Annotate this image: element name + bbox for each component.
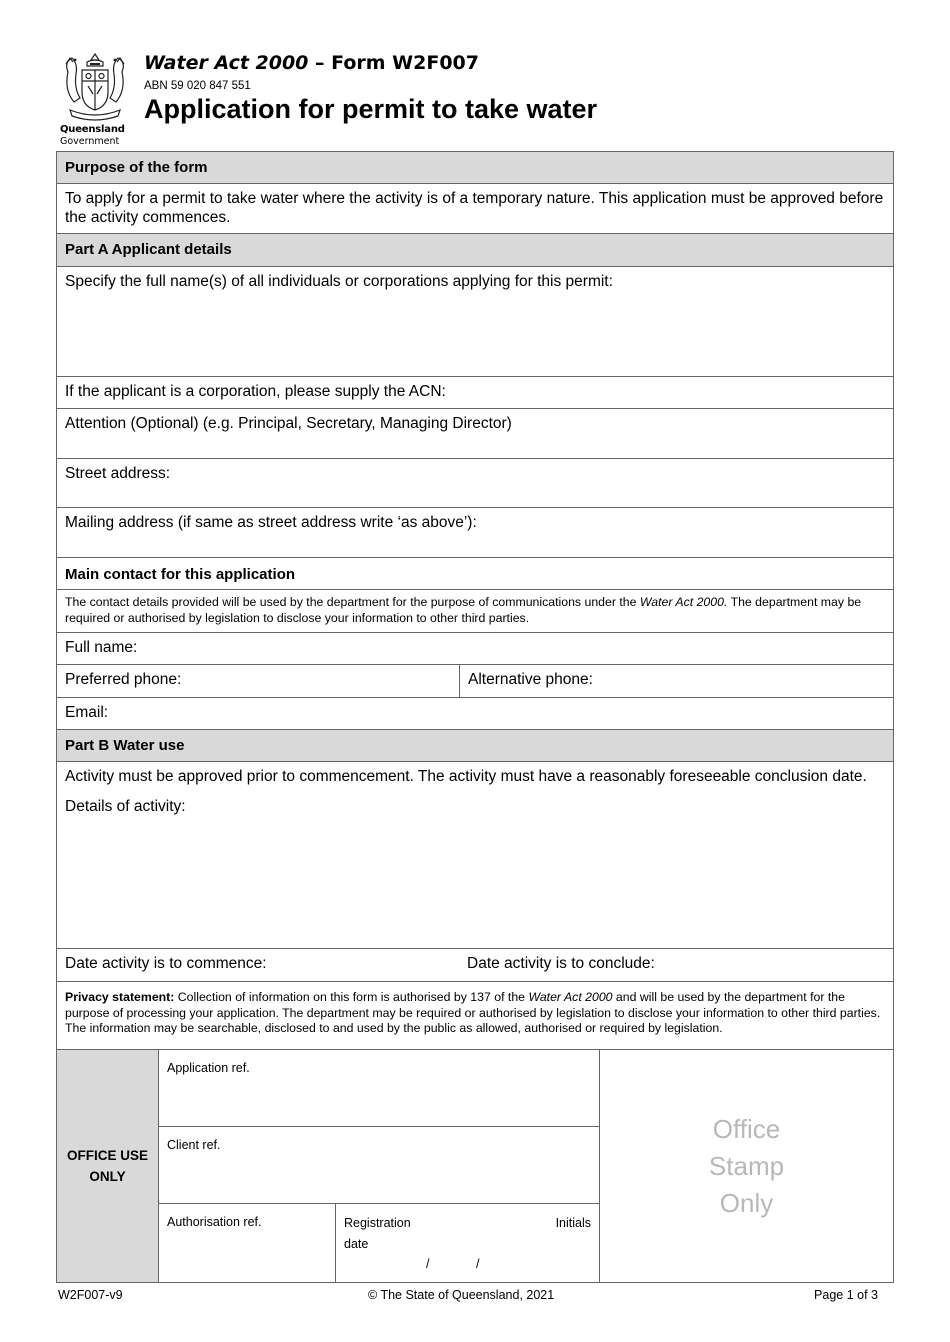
stamp-line-1: Office [712,1113,781,1144]
conclude-date-field[interactable] [459,949,893,981]
phone-row [57,665,893,698]
application-form [56,151,894,1283]
preferred-phone-field[interactable] [57,665,459,697]
form-number: – Form W2F007 [308,52,479,74]
registration-label: Registration [344,1216,411,1230]
authorisation-ref-field[interactable] [159,1204,336,1282]
stamp-line-3: Only [719,1187,774,1218]
privacy-text-1: Collection of information on this form is authorised by 137 of the [174,990,529,1004]
email-field[interactable] [57,698,893,730]
initials-label: Initials [555,1216,591,1230]
email-label: Email: [65,704,109,721]
form-header [56,48,896,148]
registration-date-label: date [344,1237,369,1251]
privacy-statement [57,982,893,1050]
privacy-act: Water Act 2000 [528,990,613,1004]
client-ref-field[interactable] [159,1127,599,1204]
full-name-label: Full name: [65,639,138,656]
form-version: W2F007-v9 [58,1288,123,1302]
privacy-text-2: and will be used by the department for the purpose of processing your application. The department may be required or authorised by legislation to disclose your information to other third parties. The information may be searchable, disclosed to and used by the public as allowed, authorised or required by legislation. [65,990,881,1035]
main-contact-heading: Main contact for this application [57,558,893,590]
office-stamp-area [600,1050,893,1282]
office-use-label [57,1050,159,1282]
contact-note-text-1: The contact details provided will be used by the department for the purpose of communications under the [65,595,640,609]
stamp-line-2: Stamp [708,1150,785,1181]
client-ref-label: Client ref. [167,1138,221,1152]
acn-label: If the applicant is a corporation, please supply the ACN: [65,383,446,400]
logo-government-text: Government [60,136,120,147]
contact-note [57,590,893,633]
attention-label: Attention (Optional) (e.g. Principal, Secretary, Managing Director) [65,415,512,432]
acn-field[interactable] [57,377,893,409]
commence-date-label: Date activity is to commence: [65,955,267,972]
date-separator-1: / [426,1257,430,1271]
office-use-label-line-2: ONLY [89,1169,126,1184]
attention-field[interactable] [57,409,893,459]
commence-date-field[interactable] [57,949,459,981]
activity-dates-row [57,949,893,982]
activity-details-label: Details of activity: [65,798,186,815]
alternative-phone-label: Alternative phone: [468,671,593,688]
queensland-government-logo [56,48,134,148]
part-b-heading: Part B Water use [57,730,893,762]
contact-note-act: Water Act 2000. [639,595,728,609]
date-separator-2: / [476,1257,480,1271]
purpose-text: To apply for a permit to take water where the activity is of a temporary nature. This application must be approved before the activity commences. [57,184,893,234]
office-use-label-line-1: OFFICE USE [66,1148,148,1163]
form-title: Application for permit to take water [144,94,598,124]
mailing-address-label: Mailing address (if same as street address write ‘as above’): [65,514,477,531]
part-a-heading: Part A Applicant details [57,234,893,267]
activity-details-field[interactable] [57,762,893,949]
copyright: © The State of Queensland, 2021 [368,1288,555,1302]
office-use-fields [159,1050,600,1282]
office-bottom-row [159,1204,599,1282]
mailing-address-field[interactable] [57,508,893,558]
conclude-date-label: Date activity is to conclude: [467,955,655,972]
abn: ABN 59 020 847 551 [144,80,251,92]
page-number: Page 1 of 3 [814,1288,878,1302]
registration-date-field[interactable] [336,1204,599,1282]
contact-note-text-2: The department may be required or authorised by legislation to disclose your information to other third parties. [65,595,862,625]
purpose-heading: Purpose of the form [57,152,893,184]
privacy-label: Privacy statement: [65,990,175,1004]
alternative-phone-field[interactable] [459,665,893,697]
approval-requirement-text: Activity must be approved prior to commencement. The activity must have a reasonably foreseeable conclusion date. [65,768,867,785]
logo-queensland-text: Queensland [60,124,125,135]
application-ref-field[interactable] [159,1050,599,1127]
full-name-field[interactable] [57,633,893,665]
act-and-form-number [144,52,479,74]
office-use-section [57,1050,893,1282]
act-name: Water Act 2000 [144,52,309,74]
preferred-phone-label: Preferred phone: [65,671,182,688]
applicant-names-field[interactable] [57,267,893,377]
street-address-label: Street address: [65,465,171,482]
authorisation-ref-label: Authorisation ref. [167,1215,262,1229]
application-ref-label: Application ref. [167,1061,250,1075]
street-address-field[interactable] [57,459,893,508]
applicant-names-label: Specify the full name(s) of all individuals or corporations applying for this permit: [65,273,613,290]
coat-of-arms-icon [60,50,130,124]
